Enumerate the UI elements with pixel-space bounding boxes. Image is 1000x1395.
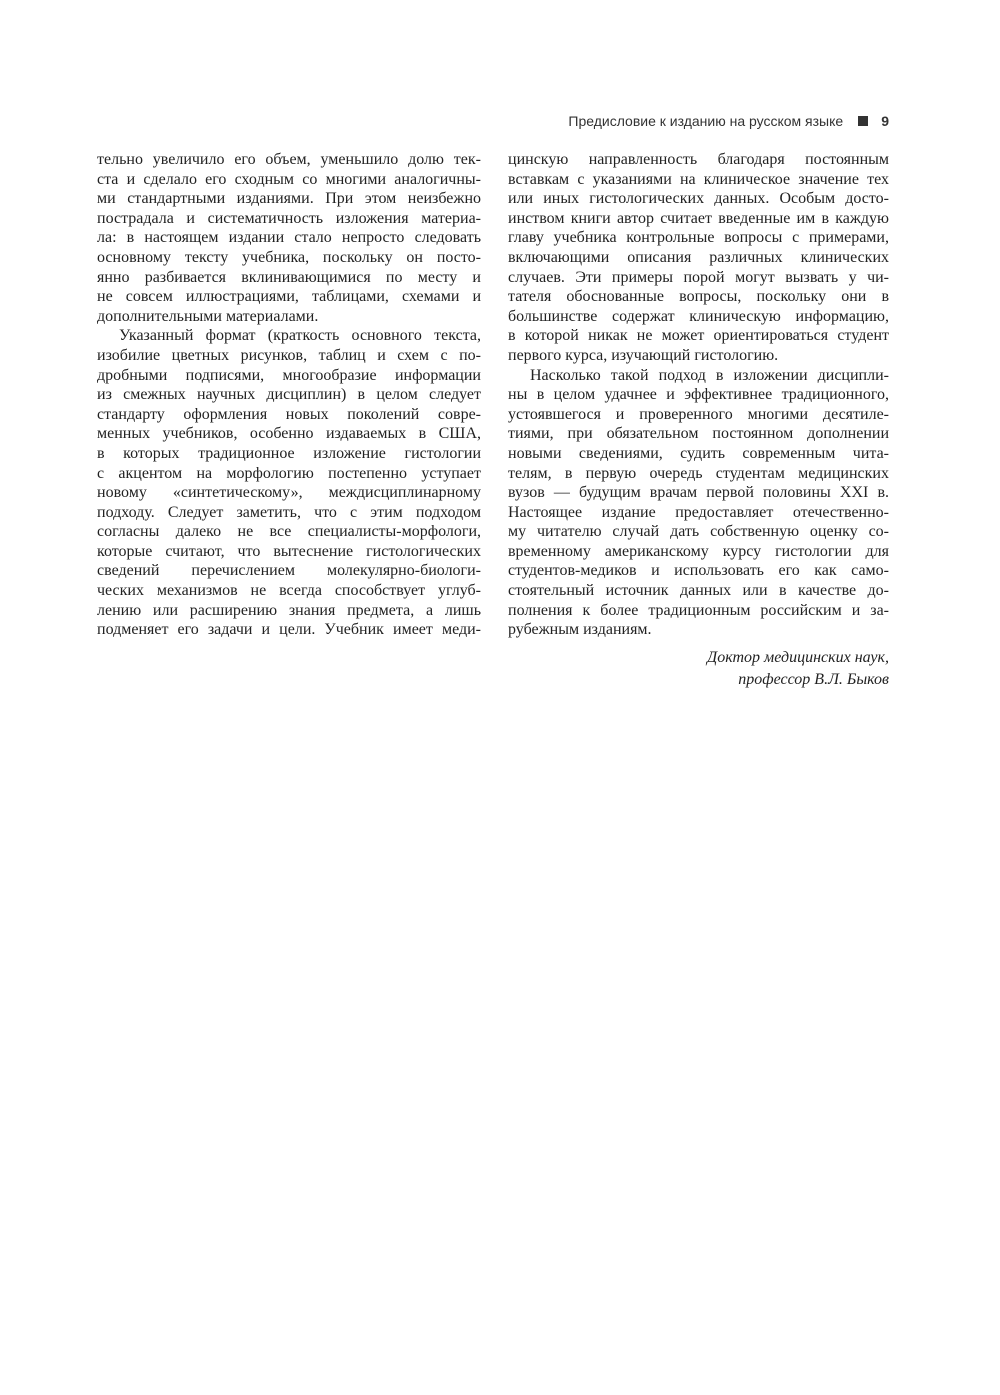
running-header (500, 113, 889, 129)
text-line: ми стандартными изданиями. При этом неизбежно (97, 190, 481, 208)
text-line: дробными подписями, многообразие информации (97, 366, 481, 384)
text-line: случаев. Эти примеры порой могут вызвать у чи- (508, 268, 889, 286)
text-line: подходу. Следует заметить, что с этим подходом (97, 503, 481, 521)
text-line: му читателю случай дать собственную оценку со- (508, 523, 889, 541)
text-line: стоятельный источник данных или в качестве до- (508, 582, 889, 600)
text-line: новыми сведениями, судить современным чита- (508, 444, 889, 462)
author-signature (500, 647, 889, 691)
text-line: которые считают, что вытеснение гистологических (97, 542, 481, 560)
text-line: телям, в первую очередь студентам медицинских (508, 464, 889, 482)
left-column (97, 150, 481, 640)
text-line: главу учебника контрольные вопросы с примерами, (508, 229, 889, 247)
text-line: с акцентом на морфологию постепенно уступает (97, 464, 481, 482)
text-line: или иных гистологических данных. Особым досто- (508, 190, 889, 208)
text-line: студентов-медиков и использовать его как само- (508, 562, 889, 580)
paragraph-first-line: Насколько такой подход в изложении дисципли- (530, 366, 889, 384)
text-line: Настоящее издание предоставляет отечественно- (508, 503, 889, 521)
text-line: новому «синтетическому», междисциплинарному (97, 484, 481, 502)
text-line: изобилие цветных рисунков, таблиц и схем с по- (97, 346, 481, 364)
text-line: ческих механизмов не всегда способствует углуб- (97, 582, 481, 600)
text-line: в которой никак не может ориентироваться студент (508, 327, 889, 345)
text-line: устоявшегося и проверенного многими десятиле- (508, 405, 889, 423)
text-line: из смежных научных дисциплин) в целом следует (97, 386, 481, 404)
paragraph-first-line: Указанный формат (краткость основного текста, (119, 327, 481, 345)
text-line: большинстве содержат клиническую информацию, (508, 307, 889, 325)
text-line: согласны далеко не все специалисты-морфологи, (97, 523, 481, 541)
text-line: янно разбивается вклинивающимися по месту и (97, 268, 481, 286)
text-line: временному американскому курсу гистологии для (508, 542, 889, 560)
text-line: инством книги автор считает введенные им в каждую (508, 209, 889, 227)
text-line: тиями, при обязательном постоянном дополнении (508, 425, 889, 443)
right-column (508, 150, 889, 640)
text-line: сведений перечислением молекулярно-биологи- (97, 562, 481, 580)
square-bullet-icon (858, 116, 868, 126)
text-line: ны в целом удачнее и эффективнее традиционного, (508, 386, 889, 404)
text-line: первого курса, изучающий гистологию. (508, 346, 779, 364)
page-number: 9 (881, 113, 889, 129)
text-line: цинскую направленность благодаря постоянным (508, 151, 889, 168)
text-line: дополнительными материалами. (97, 307, 319, 325)
signature-name: профессор В.Л. Быков (738, 671, 889, 688)
signature-degree: Доктор медицинских наук, (707, 649, 889, 666)
text-line: менных учебников, особенно издаваемых в США, (97, 425, 481, 443)
text-line: тельно увеличило его объем, уменьшило долю тек- (97, 151, 481, 168)
text-line: полнения к более традиционным российским и за- (508, 601, 889, 619)
text-line: не совсем иллюстрациями, таблицами, схемами и (97, 288, 481, 306)
text-line: ста и сделало его сходным со многими аналогичны- (97, 170, 481, 188)
text-line: подменяет его задачи и цели. Учебник имеет меди- (97, 621, 481, 639)
text-line: вставкам с указаниями на клиническое значение тех (508, 170, 889, 188)
text-line: в которых традиционное изложение гистологии (97, 444, 481, 462)
text-line: включающими описания различных клинических (508, 248, 889, 266)
text-line: лению или расширению знания предмета, а лишь (97, 601, 481, 619)
text-line: пострадала и систематичность изложения материа- (97, 209, 481, 227)
text-line: ла: в настоящем издании стало непросто следовать (97, 229, 481, 247)
running-title: Предисловие к изданию на русском языке (568, 113, 844, 129)
text-line: вузов — будущим врачам первой половины XXI в. (508, 484, 889, 502)
text-line: тателя обоснованные вопросы, поскольку они в (508, 288, 889, 306)
text-line: основному тексту учебника, поскольку он посто- (97, 248, 481, 266)
text-line: рубежным изданиям. (508, 621, 652, 639)
text-line: стандарту оформления новых поколений совре- (97, 405, 481, 423)
